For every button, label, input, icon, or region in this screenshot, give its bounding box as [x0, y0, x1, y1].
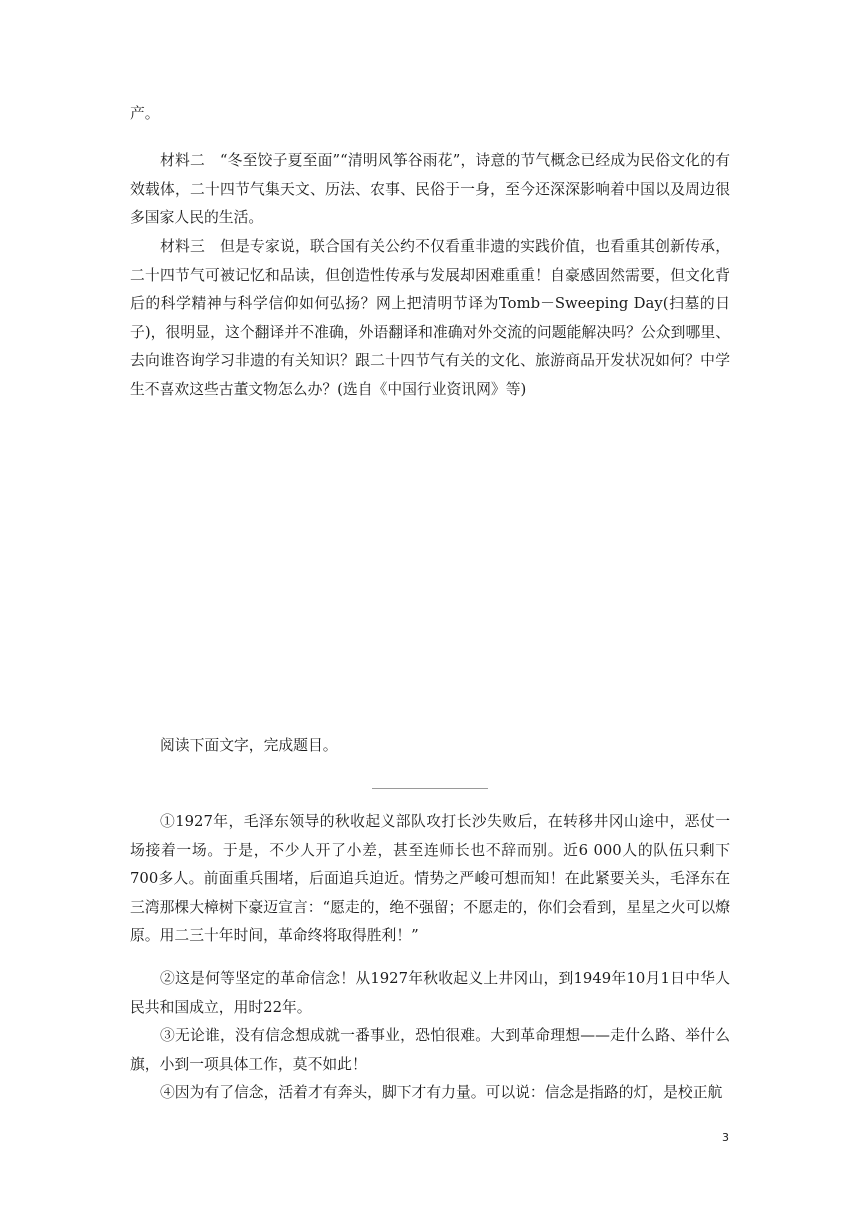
- passage-paragraph-3: ③无论谁，没有信念想成就一番事业，恐怕很难。大到革命理想——走什么路、举什么旗，小到一项具体工作，莫不如此！: [130, 1027, 730, 1073]
- material-three: 材料三 但是专家说，联合国有关公约不仅看重非遗的实践价值，也看重其创新传承，二十四节气可被记忆和品读，但创造性传承与发展却困难重重！自豪感固然需要，但文化背后的科学精神与科学信仰如何弘扬？网上把清明节译为Tomb－Sweeping Day(扫墓的日子)，很明显，这个翻译并不准确，外语翻译和准确对外交流的问题能解决吗？公众到哪里、去向谁咨询学习非遗的有关知识？跟二十四节气有关的文化、旅游商品开发状况如何？中学生不喜欢这些古董文物怎么办？(选自《中国行业资讯网》等): [130, 238, 730, 398]
- page-number: 3: [722, 1131, 729, 1144]
- reading-instruction: 阅读下面文字，完成题目。: [160, 737, 338, 754]
- passage-paragraph-4: ④因为有了信念，活着才有奔头，脚下才有力量。可以说：信念是指路的灯，是校正航: [160, 1084, 723, 1101]
- passage-paragraph-2: ②这是何等坚定的革命信念！从1927年秋收起义上井冈山，到1949年10月1日中华人民共和国成立，用时22年。: [130, 970, 730, 1016]
- carryover-text: 产。: [130, 105, 160, 122]
- passage-paragraph-1: ①1927年，毛泽东领导的秋收起义部队攻打长沙失败后，在转移井冈山途中，恶仗一场接着一场。于是，不少人开了小差，甚至连师长也不辞而别。近6 000人的队伍只剩下700多人。前面重兵围堵，后面追兵迫近。情势之严峻可想而知！在此紧要关头，毛泽东在三湾那棵大樟树下豪迈宣言：“愿走的，绝不强留；不愿走的，你们会看到，星星之火可以燎原。用二三十年时间，革命终将取得胜利！”: [130, 813, 730, 944]
- material-two: 材料二 “冬至饺子夏至面”“清明风筝谷雨花”，诗意的节气概念已经成为民俗文化的有效载体，二十四节气集天文、历法、农事、民俗于一身，至今还深深影响着中国以及周边很多国家人民的生活。: [130, 152, 730, 226]
- section-divider: [372, 788, 488, 789]
